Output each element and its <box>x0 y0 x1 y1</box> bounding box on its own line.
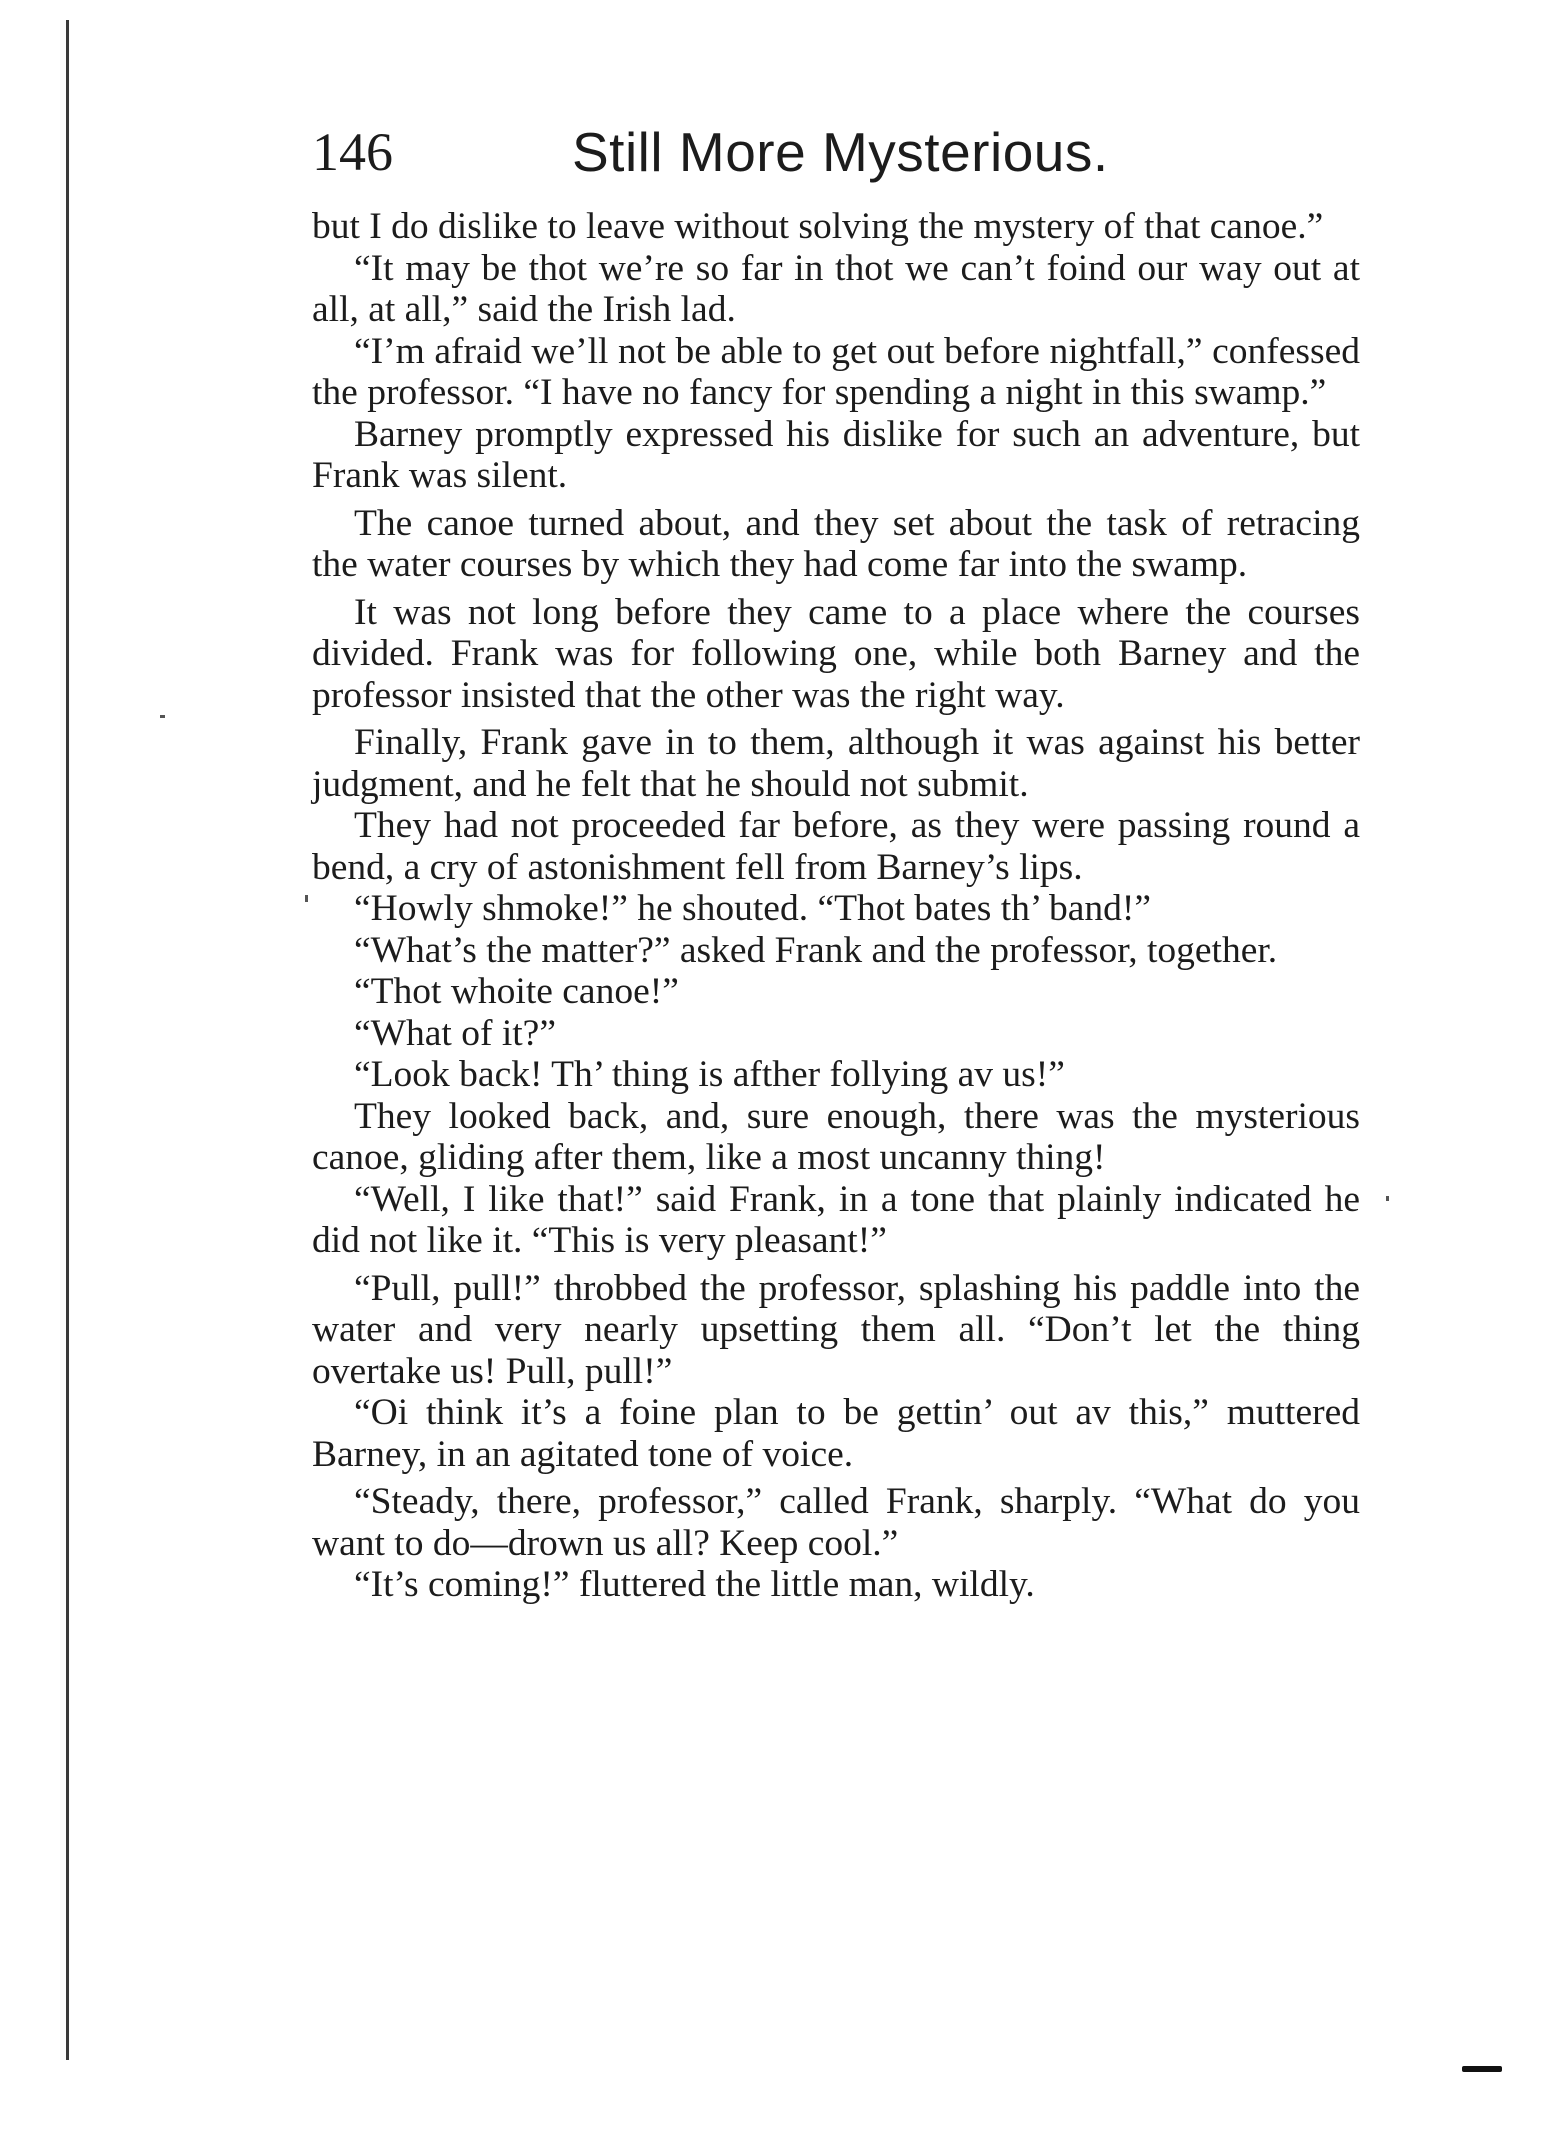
paragraph: “Thot whoite canoe!” <box>354 971 679 1012</box>
paragraph: “It may be thot we’re so far in thot we can’t foind our way out at all, at all,” said the Irish lad. <box>312 247 1360 330</box>
paragraph: “What of it?” <box>354 1012 556 1054</box>
paragraph: They had not proceeded far before, as they were passing round a bend, a cry of astonishment fell from Barney’s lips. <box>312 805 1360 888</box>
page-edge-mark <box>1462 2066 1502 2072</box>
paragraph: Finally, Frank gave in to them, although it was against his better judgment, and he felt that he should not submit. <box>312 722 1360 805</box>
stray-mark <box>305 895 308 902</box>
paragraph: “Steady, there, professor,” called Frank, sharply. “What do you want to do—drown us all? Keep cool.” <box>312 1481 1360 1564</box>
paragraph: They looked back, and, sure enough, there was the mysterious canoe, gliding after them, like a most uncanny thing! <box>312 1095 1360 1178</box>
paragraph: “It’s coming!” fluttered the little man, wildly. <box>354 1564 1035 1605</box>
paragraph: “Oi think it’s a foine plan to be gettin’ out av this,” muttered Barney, in an agitated tone of voice. <box>312 1392 1360 1475</box>
stray-mark <box>160 715 165 718</box>
paragraph: but I do dislike to leave without solving the mystery of that canoe.” <box>312 206 1324 247</box>
binding-edge-line <box>66 20 69 2060</box>
paragraph: The canoe turned about, and they set about the task of retracing the water courses by which they had come far into the swamp. <box>312 502 1360 585</box>
paragraph: It was not long before they came to a place where the courses divided. Frank was for following one, while both Barney and the professor insisted that the other was the right way. <box>312 591 1360 716</box>
paragraph: “Pull, pull!” throbbed the professor, splashing his paddle into the water and very nearly upsetting them all. “Don’t let the thing overtake us! Pull, pull!” <box>312 1267 1360 1392</box>
stray-mark <box>1386 1196 1389 1201</box>
paragraph: Barney promptly expressed his dislike for such an adventure, but Frank was silent. <box>312 413 1360 496</box>
running-head: Still More Mysterious. <box>572 121 1109 183</box>
page-header <box>312 112 1362 192</box>
paragraph: “What’s the matter?” asked Frank and the professor, together. <box>354 929 1278 971</box>
page-number: 146 <box>312 122 393 182</box>
paragraph: “Well, I like that!” said Frank, in a tone that plainly indicated he did not like it. “This is very pleasant!” <box>312 1178 1360 1261</box>
body-text <box>312 206 1360 1606</box>
paragraph: “Look back! Th’ thing is afther follying av us!” <box>354 1054 1065 1095</box>
paragraph: “Howly shmoke!” he shouted. “Thot bates th’ band!” <box>354 888 1151 929</box>
paragraph: “I’m afraid we’ll not be able to get out before nightfall,” confessed the professor. “I have no fancy for spending a night in this swamp.” <box>312 330 1360 413</box>
